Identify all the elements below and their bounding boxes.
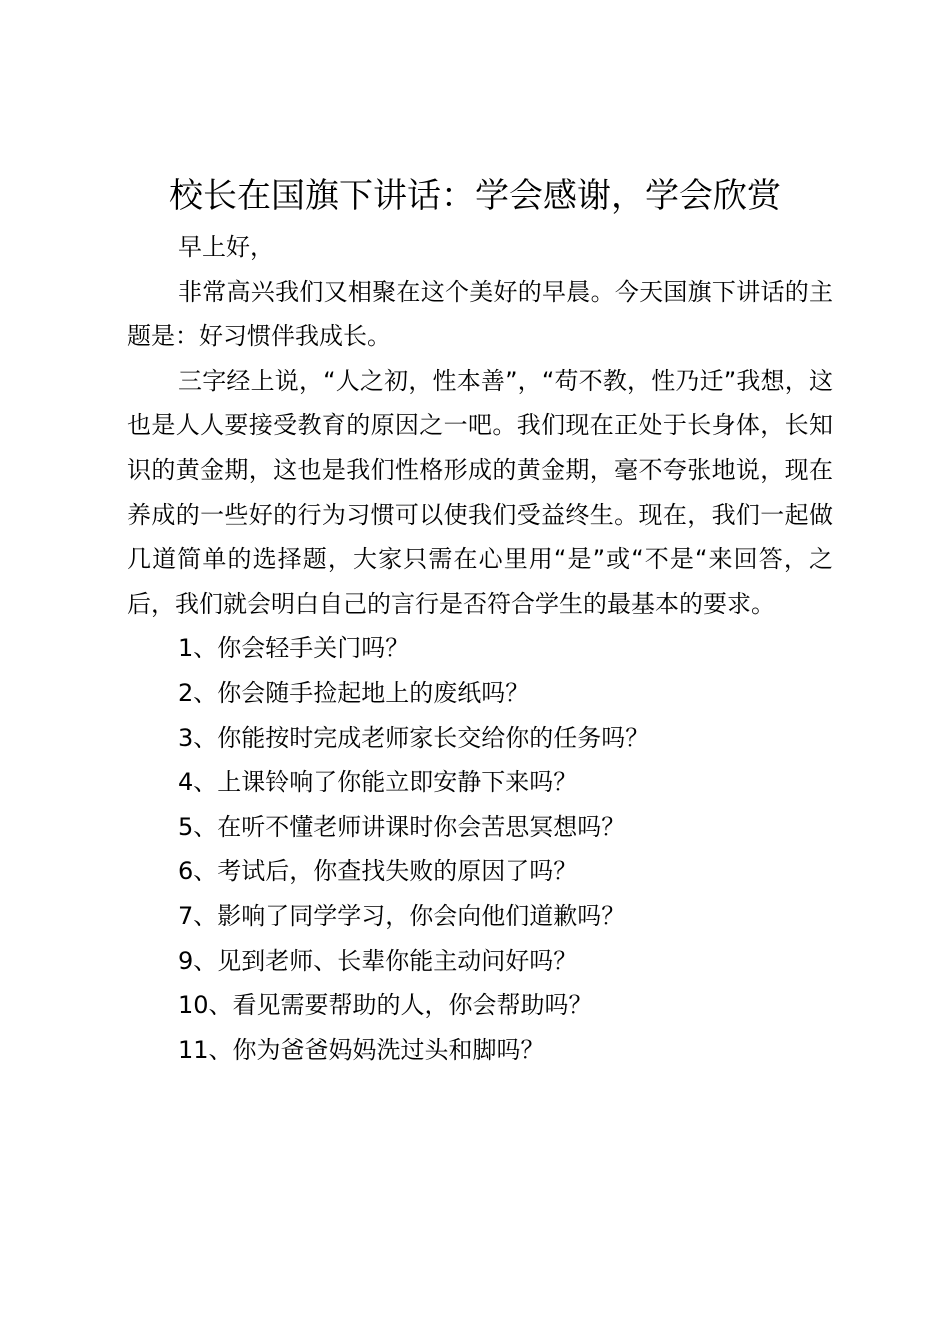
question-item: 1、你会轻手关门吗？ — [178, 634, 410, 663]
question-item: 7、影响了同学学习，你会向他们道歉吗？ — [178, 901, 626, 930]
main-paragraph: 三字经上说，“人之初，性本善”，“苟不教，性乃迁”我想，这也是人人要接受教育的原因之一吧。我们现在正处于长身体，长知识的黄金期，这也是我们性格形成的黄金期，毫不夸张地说，现在养成的一些好的行为习惯可以使我们受益终生。现在，我们一起做几道简单的选择题，大家只需在心里用“是”或“不是“来回答，之后，我们就会明白自己的言行是否符合学生的最基本的要求。 — [127, 366, 833, 618]
question-item: 3、你能按时完成老师家长交给你的任务吗？ — [178, 723, 650, 752]
question-item: 2、你会随手捡起地上的废纸吗？ — [178, 678, 530, 707]
document-body — [127, 225, 833, 1072]
question-item: 6、考试后，你查找失败的原因了吗？ — [178, 857, 578, 886]
document-title: 校长在国旗下讲话：学会感谢，学会欣赏 — [169, 176, 781, 216]
question-item: 11、你为爸爸妈妈洗过头和脚吗？ — [178, 1035, 545, 1064]
intro-paragraph: 非常高兴我们又相聚在这个美好的早晨。今天国旗下讲话的主题是：好习惯伴我成长。 — [127, 277, 833, 351]
question-item: 5、在听不懂老师讲课时你会苦思冥想吗？ — [178, 812, 626, 841]
question-item: 10、看见需要帮助的人，你会帮助吗？ — [178, 991, 593, 1020]
question-item: 9、见到老师、长辈你能主动问好吗？ — [178, 946, 578, 975]
question-item: 4、上课铃响了你能立即安静下来吗？ — [178, 768, 578, 797]
greeting-paragraph: 早上好， — [178, 233, 274, 261]
